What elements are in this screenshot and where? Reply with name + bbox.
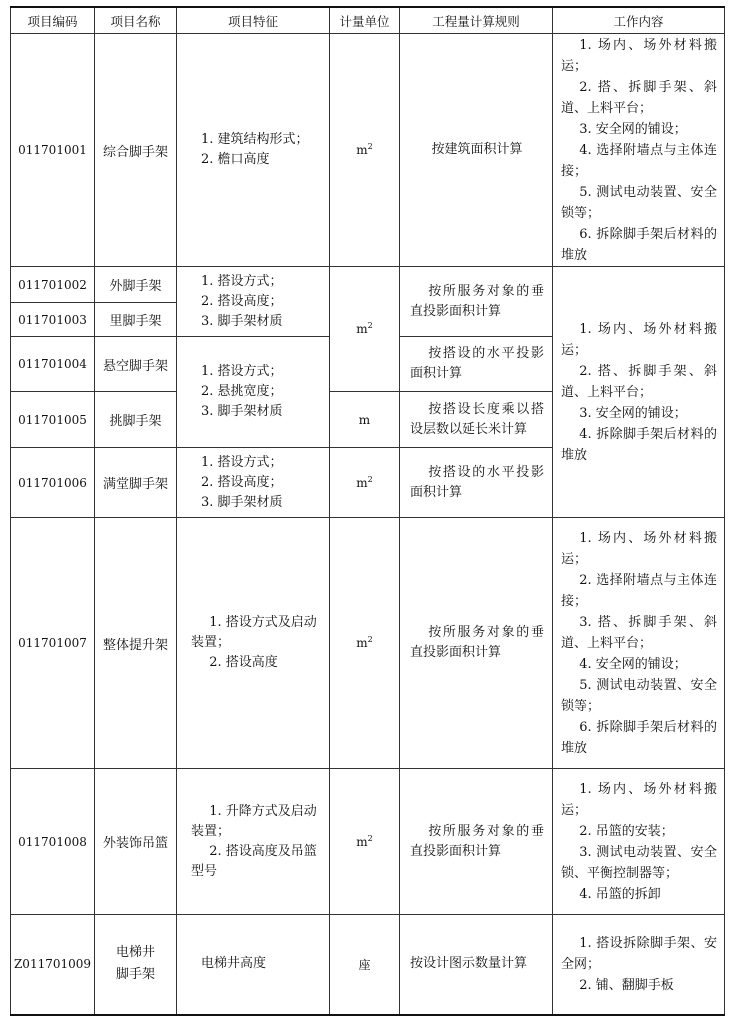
item-name: 里脚手架 xyxy=(95,303,177,337)
work-line: 3. 安全网的铺设； xyxy=(579,121,687,137)
table-row xyxy=(11,34,725,267)
item-name xyxy=(95,915,177,1015)
work-line: 1. 场内、场外材料搬运； xyxy=(561,37,717,74)
feature-line: 3. 脚手架材质 xyxy=(201,494,283,510)
name-line: 电梯井 xyxy=(115,945,155,961)
work-line: 2. 搭、拆脚手架、斜道、上料平台； xyxy=(561,79,717,116)
work-line: 2. 吊篮的安装； xyxy=(579,823,674,839)
feature-line: 1. 搭设方式； xyxy=(201,273,283,289)
unit-base: m xyxy=(356,636,368,650)
work-line: 1. 搭设拆除脚手架、安全网； xyxy=(561,935,717,972)
work-line: 4. 吊篮的拆卸 xyxy=(579,886,661,902)
item-rule xyxy=(400,518,553,769)
item-features xyxy=(177,448,330,518)
item-name: 悬空脚手架 xyxy=(95,337,177,392)
rule-text: 按所服务对象的垂直投影面积计算 xyxy=(410,283,544,319)
table-row xyxy=(11,769,725,915)
work-line: 3. 测试电动装置、安全锁、平衡控制器等； xyxy=(561,844,717,881)
feature-line: 1. 搭设方式及启动装置； xyxy=(191,615,317,650)
item-code: 011701007 xyxy=(11,518,95,769)
rule-text: 按搭设长度乘以搭设层数以延长米计算 xyxy=(410,401,544,437)
table-row xyxy=(11,915,725,1015)
rule-text: 按所服务对象的垂直投影面积计算 xyxy=(410,625,544,660)
feature-line: 3. 脚手架材质 xyxy=(201,404,283,419)
feature-line: 2. 搭设高度及吊篮型号 xyxy=(191,843,317,879)
item-unit xyxy=(330,769,400,915)
header-row xyxy=(11,7,725,34)
feature-line: 1. 建筑结构形式； xyxy=(201,132,309,147)
item-features xyxy=(177,34,330,267)
item-unit xyxy=(330,267,400,392)
header-name: 项目名称 xyxy=(95,7,177,34)
unit-exponent: 2 xyxy=(367,833,373,843)
unit-exponent: 2 xyxy=(367,635,373,644)
table-row xyxy=(11,267,725,303)
header-unit: 计量单位 xyxy=(330,7,400,34)
item-code: 011701003 xyxy=(11,303,95,337)
item-features xyxy=(177,769,330,915)
work-line: 5. 测试电动装置、安全锁等； xyxy=(561,184,717,221)
work-line: 2. 铺、翻脚手板 xyxy=(579,977,674,993)
unit-base: m xyxy=(356,834,368,849)
item-rule xyxy=(400,337,553,392)
item-code: 011701008 xyxy=(11,769,95,915)
feature-line: 1. 搭设方式； xyxy=(201,454,283,470)
item-unit: 座 xyxy=(330,915,400,1015)
item-name: 外装饰吊篮 xyxy=(95,769,177,915)
item-code: Z011701009 xyxy=(11,915,95,1015)
feature-line: 2. 搭设高度； xyxy=(201,293,283,309)
unit-exponent: 2 xyxy=(367,474,373,484)
item-rule xyxy=(400,448,553,518)
work-line: 2. 搭、拆脚手架、斜道、上料平台； xyxy=(561,363,717,400)
item-name: 综合脚手架 xyxy=(95,34,177,267)
work-line: 4. 选择附墙点与主体连接； xyxy=(561,142,717,179)
item-code: 011701002 xyxy=(11,267,95,303)
work-line: 3. 搭、拆脚手架、斜道、上料平台； xyxy=(561,614,717,651)
item-code: 011701004 xyxy=(11,337,95,392)
item-features xyxy=(177,518,330,769)
scaffolding-quota-table xyxy=(10,6,725,1016)
feature-line: 2. 搭设高度； xyxy=(201,474,283,490)
item-name: 挑脚手架 xyxy=(95,392,177,448)
item-name: 外脚手架 xyxy=(95,267,177,303)
work-line: 6. 拆除脚手架后材料的堆放 xyxy=(561,719,717,756)
header-work: 工作内容 xyxy=(553,7,725,34)
item-code: 011701005 xyxy=(11,392,95,448)
item-unit xyxy=(330,518,400,769)
header-rule: 工程量计算规则 xyxy=(400,7,553,34)
item-rule: 按建筑面积计算 xyxy=(400,34,553,267)
item-features: 电梯井高度 xyxy=(177,915,330,1015)
item-features xyxy=(177,337,330,448)
rule-text: 按所服务对象的垂直投影面积计算 xyxy=(410,823,544,859)
feature-line: 2. 檐口高度 xyxy=(201,152,270,167)
item-code: 011701001 xyxy=(11,34,95,267)
item-work xyxy=(553,518,725,769)
item-features xyxy=(177,267,330,337)
name-line: 脚手架 xyxy=(115,967,155,983)
item-rule xyxy=(400,267,553,337)
table-row xyxy=(11,518,725,769)
item-unit: m xyxy=(330,392,400,448)
work-line: 4. 拆除脚手架后材料的堆放 xyxy=(561,426,717,463)
rule-text: 按搭设的水平投影面积计算 xyxy=(410,464,544,500)
work-line: 3. 安全网的铺设； xyxy=(579,405,687,421)
feature-line: 1. 升降方式及启动装置； xyxy=(191,803,317,839)
work-line: 1. 场内、场外材料搬运； xyxy=(561,321,717,358)
unit-base: m xyxy=(356,475,368,490)
item-work xyxy=(553,769,725,915)
unit-exponent: 2 xyxy=(367,321,373,330)
header-features: 项目特征 xyxy=(177,7,330,34)
header-code: 项目编码 xyxy=(11,7,95,34)
item-unit xyxy=(330,34,400,267)
work-line: 1. 场内、场外材料搬运； xyxy=(561,530,717,567)
item-rule xyxy=(400,769,553,915)
feature-line: 2. 搭设高度 xyxy=(209,655,278,670)
unit-exponent: 2 xyxy=(367,142,373,151)
item-code: 011701006 xyxy=(11,448,95,518)
work-line: 6. 拆除脚手架后材料的堆放 xyxy=(561,226,717,263)
feature-line: 2. 悬挑宽度； xyxy=(201,384,283,399)
item-work xyxy=(553,34,725,267)
item-work-shared xyxy=(553,267,725,518)
item-name: 整体提升架 xyxy=(95,518,177,769)
work-line: 5. 测试电动装置、安全锁等； xyxy=(561,677,717,714)
item-rule xyxy=(400,392,553,448)
unit-base: m xyxy=(356,143,368,157)
item-name: 满堂脚手架 xyxy=(95,448,177,518)
work-line: 2. 选择附墙点与主体连接； xyxy=(561,572,717,609)
rule-text: 按搭设的水平投影面积计算 xyxy=(410,346,544,381)
unit-base: m xyxy=(356,322,368,336)
item-rule: 按设计图示数量计算 xyxy=(400,915,553,1015)
feature-line: 1. 搭设方式； xyxy=(201,364,283,379)
item-unit xyxy=(330,448,400,518)
feature-line: 3. 脚手架材质 xyxy=(201,313,283,329)
work-line: 4. 安全网的铺设； xyxy=(579,656,687,672)
item-work xyxy=(553,915,725,1015)
work-line: 1. 场内、场外材料搬运； xyxy=(561,781,717,818)
